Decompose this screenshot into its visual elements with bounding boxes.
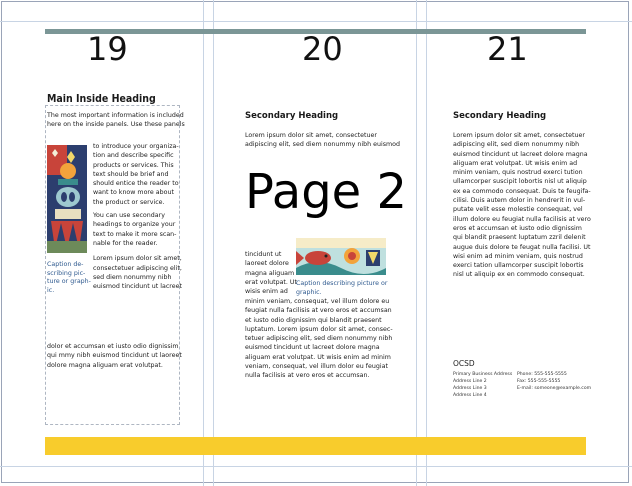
text-line: to introduce your organiza- xyxy=(93,143,179,150)
text-line: text should be brief and xyxy=(93,170,169,178)
text-line: wisi enim ad minim veniam, quis nostrud xyxy=(453,252,583,260)
margin-guide xyxy=(0,466,632,467)
text-line: Lorem ipsum dolor sit amet, xyxy=(93,255,182,263)
left-intro xyxy=(47,111,185,130)
page-number: 21 xyxy=(487,30,528,68)
text-line: tion and describe specific xyxy=(93,152,174,160)
caption-line: ic. xyxy=(47,286,55,294)
text-line: putate velit esse molestie consequat, vel xyxy=(453,206,583,214)
text-line: dolore magna aliguam erat volutpat. xyxy=(47,361,163,369)
column-guide xyxy=(203,0,204,486)
bottom-band xyxy=(45,437,586,455)
text-line: feugiat nulla facilisis at vero eros et accumsan xyxy=(245,307,392,315)
text-line: minim veniam, consequat, vel illum dolore eu xyxy=(245,298,390,305)
text-line: minim veniam, quis nostrud exerci tution xyxy=(453,169,583,177)
caption-line: Caption describing picture or xyxy=(296,280,388,287)
text-line: here on the inside panels. Use these panels xyxy=(47,121,185,129)
text-line: euismod tincidunt ut lacreet dolore magna xyxy=(245,344,380,352)
text-line: qui blandit praesent luptatum zzril delenit xyxy=(453,234,586,242)
text-line: aliguam erat volutpat. Ut wisis enim ad xyxy=(453,159,578,167)
text-line: the product or service. xyxy=(93,198,165,206)
org-name: OCSD xyxy=(453,359,475,368)
phone-line: Phone: 555-555-5555 xyxy=(517,372,567,377)
page-number: 19 xyxy=(87,30,128,68)
text-line: laoreet dolore xyxy=(245,260,289,268)
text-line: magna aliguam xyxy=(245,269,295,277)
text-line: Lorem ipsum dolor sit amet, consectetuer xyxy=(245,132,377,139)
text-line: text to make it more scan- xyxy=(93,230,177,238)
left-caption xyxy=(47,261,91,295)
text-line: want to know more about xyxy=(93,189,174,197)
text-line: erat volutpat. Ut xyxy=(245,278,297,286)
email-line: E-mail: someone@example.com xyxy=(517,385,592,391)
middle-intro xyxy=(245,131,400,150)
margin-guide xyxy=(0,21,632,22)
text-line: nisl ut aliquip ex en commodo consequat. xyxy=(453,271,585,279)
text-line: consectetuer adipiscing elit, xyxy=(93,264,182,272)
caption-line: Caption de- xyxy=(47,261,84,268)
text-line: eros et accumsan et iusto odio dignissim xyxy=(453,224,582,232)
text-line: wisis enim ad xyxy=(245,288,288,296)
text-line: adipiscing elit, sed diem nonummy nibh xyxy=(453,141,580,149)
address-line: Address Line 3 xyxy=(453,385,487,391)
text-line: exerci tation ullamcorper suscipit lobortis xyxy=(453,262,584,270)
text-line: ex ea commodo consequat. Duis te feugifa- xyxy=(453,187,591,195)
text-line: euismod tincidunt ut lacreet xyxy=(93,283,182,291)
contact-block xyxy=(517,372,591,393)
middle-caption xyxy=(296,280,387,297)
left-wrap-text xyxy=(93,142,182,291)
page-watermark-text: Page 2 xyxy=(245,164,407,220)
text-line: sed diem nonummy nibh xyxy=(93,273,172,281)
caption-line: scribing pic- xyxy=(47,269,86,277)
right-heading: Secondary Heading xyxy=(453,111,547,121)
middle-short-text xyxy=(245,250,297,296)
middle-body-text xyxy=(245,297,393,381)
address-line: Address Line 2 xyxy=(453,378,487,384)
text-line: tetuer adipiscing elit, sed diem nonummy nibh xyxy=(245,335,393,343)
fax-line: Fax: 555-555-5555 xyxy=(517,378,561,384)
text-line: dolor et accumsan et iusto odio dignissim xyxy=(47,343,179,350)
fish-illustration xyxy=(296,238,386,275)
text-line: should entice the reader to xyxy=(93,180,179,188)
text-line: You can use secondary xyxy=(93,212,165,220)
caption-line: graphic. xyxy=(296,288,322,296)
text-line: qui mmy nibh euismod tincidunt ut laoreet xyxy=(47,352,182,360)
text-line: nulla facilisis at vero eros et accumsan. xyxy=(245,372,370,380)
text-line: nable for the reader. xyxy=(93,239,158,247)
text-line: et iusto odio dignissim qui blandit praesent xyxy=(245,316,382,324)
middle-heading: Secondary Heading xyxy=(245,111,339,121)
address-line: Address Line 4 xyxy=(453,392,487,398)
address-line: Primary Business Address xyxy=(453,372,513,377)
text-line: illum dolore eu feugiat nulla facilisis at vero xyxy=(453,215,591,223)
fish-icon xyxy=(296,238,386,275)
left-tail-text xyxy=(47,342,182,370)
column-guide xyxy=(416,0,417,486)
page-number: 20 xyxy=(302,30,343,68)
text-line: euismod tincidunt ut lacreet dolore magna xyxy=(453,150,588,158)
column-guide xyxy=(426,0,427,486)
text-line: The most important information is included xyxy=(47,112,184,119)
caption-line: ture or graph- xyxy=(47,278,91,285)
text-line: luptatum. Lorem ipsum dolor sit amet, consec- xyxy=(245,325,393,333)
address-block xyxy=(453,372,512,400)
totem-illustration xyxy=(47,145,87,253)
text-line: adipiscing elit, sed diem nonummy nibh euismod xyxy=(245,141,401,149)
totem-icon xyxy=(47,145,87,253)
text-line: augue duis dolore te feugat nulla facilisi. Ut xyxy=(453,243,591,251)
text-line: aliguam erat volutpat. Ut wisis enim ad minim xyxy=(245,353,391,361)
text-line: cilisi. Duis autem dolor in hendrerit in vul- xyxy=(453,197,586,205)
text-line: headings to organize your xyxy=(93,221,176,229)
text-line: products or services. This xyxy=(93,161,174,169)
text-line: ullamcorper suscipit lobortis nisl ut aliquip xyxy=(453,178,587,186)
text-line: tincidunt ut xyxy=(245,251,282,258)
right-body-text xyxy=(453,131,591,280)
text-line: Lorem ipsum dolor sit amet, consectetuer xyxy=(453,132,585,139)
text-line: veniam, consequat, vel illum dolor eu feugiat xyxy=(245,363,388,371)
column-guide xyxy=(213,0,214,486)
main-heading: Main Inside Heading xyxy=(47,93,156,105)
